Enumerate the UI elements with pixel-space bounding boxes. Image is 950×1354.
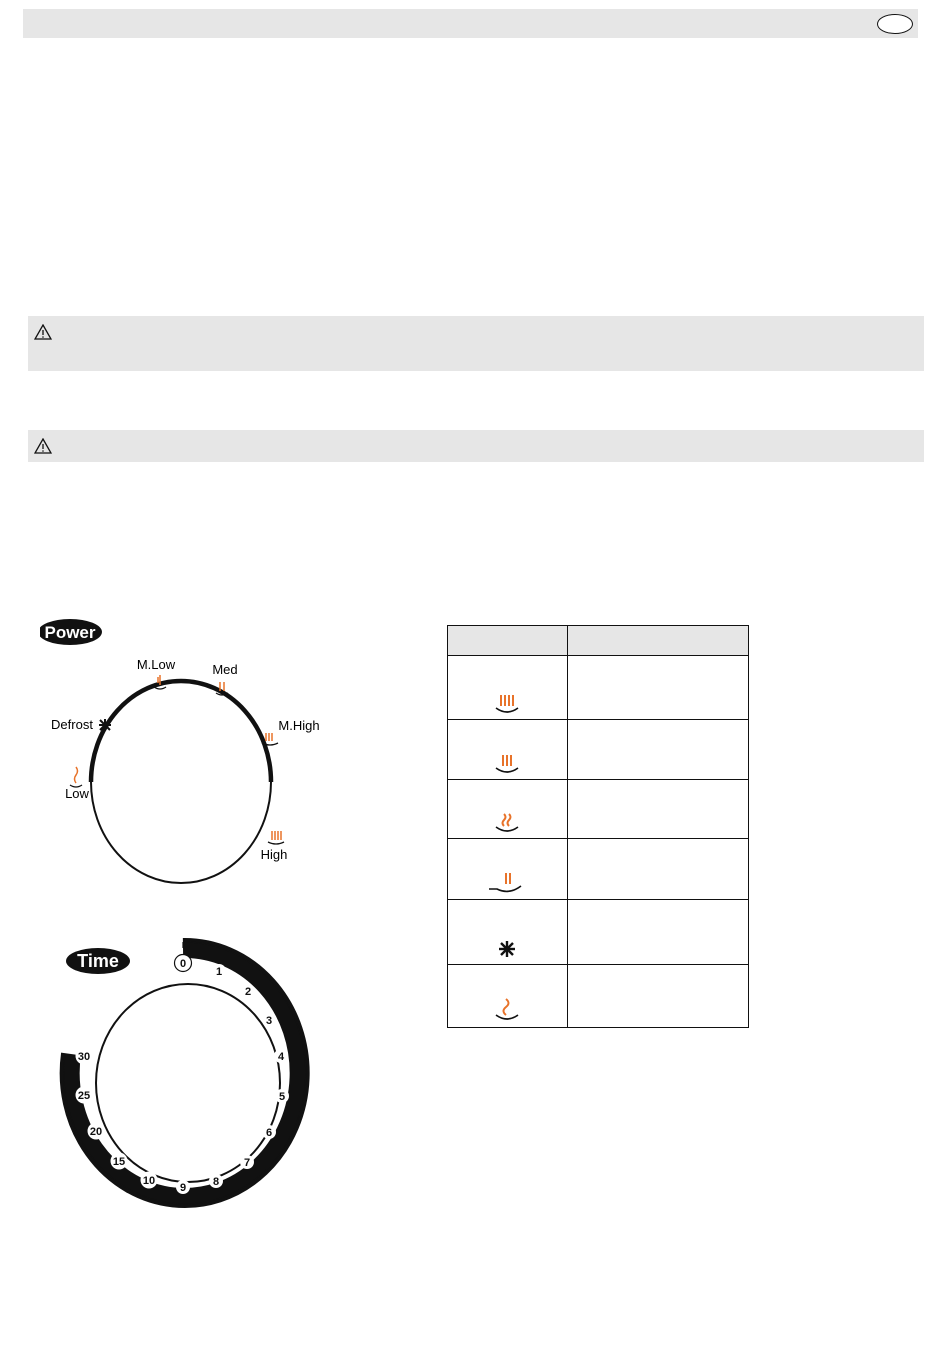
warning-box-2 (28, 430, 924, 462)
dial-illustration (40, 605, 350, 1225)
power-label-high: High (260, 847, 288, 862)
low-heat-icon (493, 997, 521, 1023)
time-mark-25: 25 (77, 1090, 91, 1102)
time-mark-5: 5 (278, 1091, 286, 1103)
power-label-mhigh: M.High (278, 718, 320, 733)
table-header-description (567, 626, 748, 656)
table-cell-description (567, 839, 748, 900)
time-badge: Time (77, 951, 119, 971)
time-mark-10: 10 (142, 1175, 156, 1187)
warning-triangle-icon (34, 438, 52, 454)
power-dial (40, 619, 320, 883)
warning-triangle-icon (34, 324, 52, 340)
time-mark-15: 15 (112, 1156, 126, 1168)
table-cell-description (567, 720, 748, 780)
power-label-defrost: Defrost (51, 717, 93, 732)
time-mark-6: 6 (265, 1127, 273, 1139)
time-mark-20: 20 (89, 1126, 103, 1138)
time-mark-3: 3 (265, 1015, 273, 1027)
table-row (448, 900, 749, 965)
table-row (448, 656, 749, 720)
time-mark-4: 4 (277, 1051, 285, 1063)
power-level-table (447, 625, 749, 1028)
time-dial (64, 942, 306, 1204)
power-badge: Power (44, 623, 96, 642)
medium-heat-icon (493, 812, 521, 834)
time-mark-9: 9 (179, 1182, 187, 1194)
power-label-low: Low (65, 786, 89, 801)
time-mark-8: 8 (212, 1176, 220, 1188)
table-header-symbol (448, 626, 568, 656)
high-heat-icon (493, 693, 521, 715)
time-mark-7: 7 (243, 1157, 251, 1169)
language-badge (877, 14, 913, 34)
mhigh-symbol-icon (266, 733, 272, 741)
table-cell-description (567, 780, 748, 839)
table-row (448, 965, 749, 1028)
defrost-symbol-icon (99, 719, 111, 731)
defrost-snowflake-icon (495, 938, 519, 960)
header-bar (23, 9, 918, 38)
table-row (448, 839, 749, 900)
warning-box-1 (28, 316, 924, 371)
table-cell-description (567, 656, 748, 720)
medium-high-heat-icon (493, 753, 521, 775)
power-label-med: Med (212, 662, 238, 677)
medium-low-heat-icon (487, 871, 527, 895)
table-row (448, 720, 749, 780)
table-cell-description (567, 965, 748, 1028)
time-mark-1: 1 (215, 966, 223, 978)
table-header-row (448, 626, 749, 656)
table-cell-description (567, 900, 748, 965)
low-symbol-icon (75, 767, 78, 783)
time-mark-2: 2 (244, 986, 252, 998)
high-symbol-icon (272, 831, 281, 840)
time-mark-30: 30 (77, 1051, 91, 1063)
power-label-mlow: M.Low (136, 657, 176, 672)
time-mark-0: 0 (179, 958, 187, 970)
table-row (448, 780, 749, 839)
